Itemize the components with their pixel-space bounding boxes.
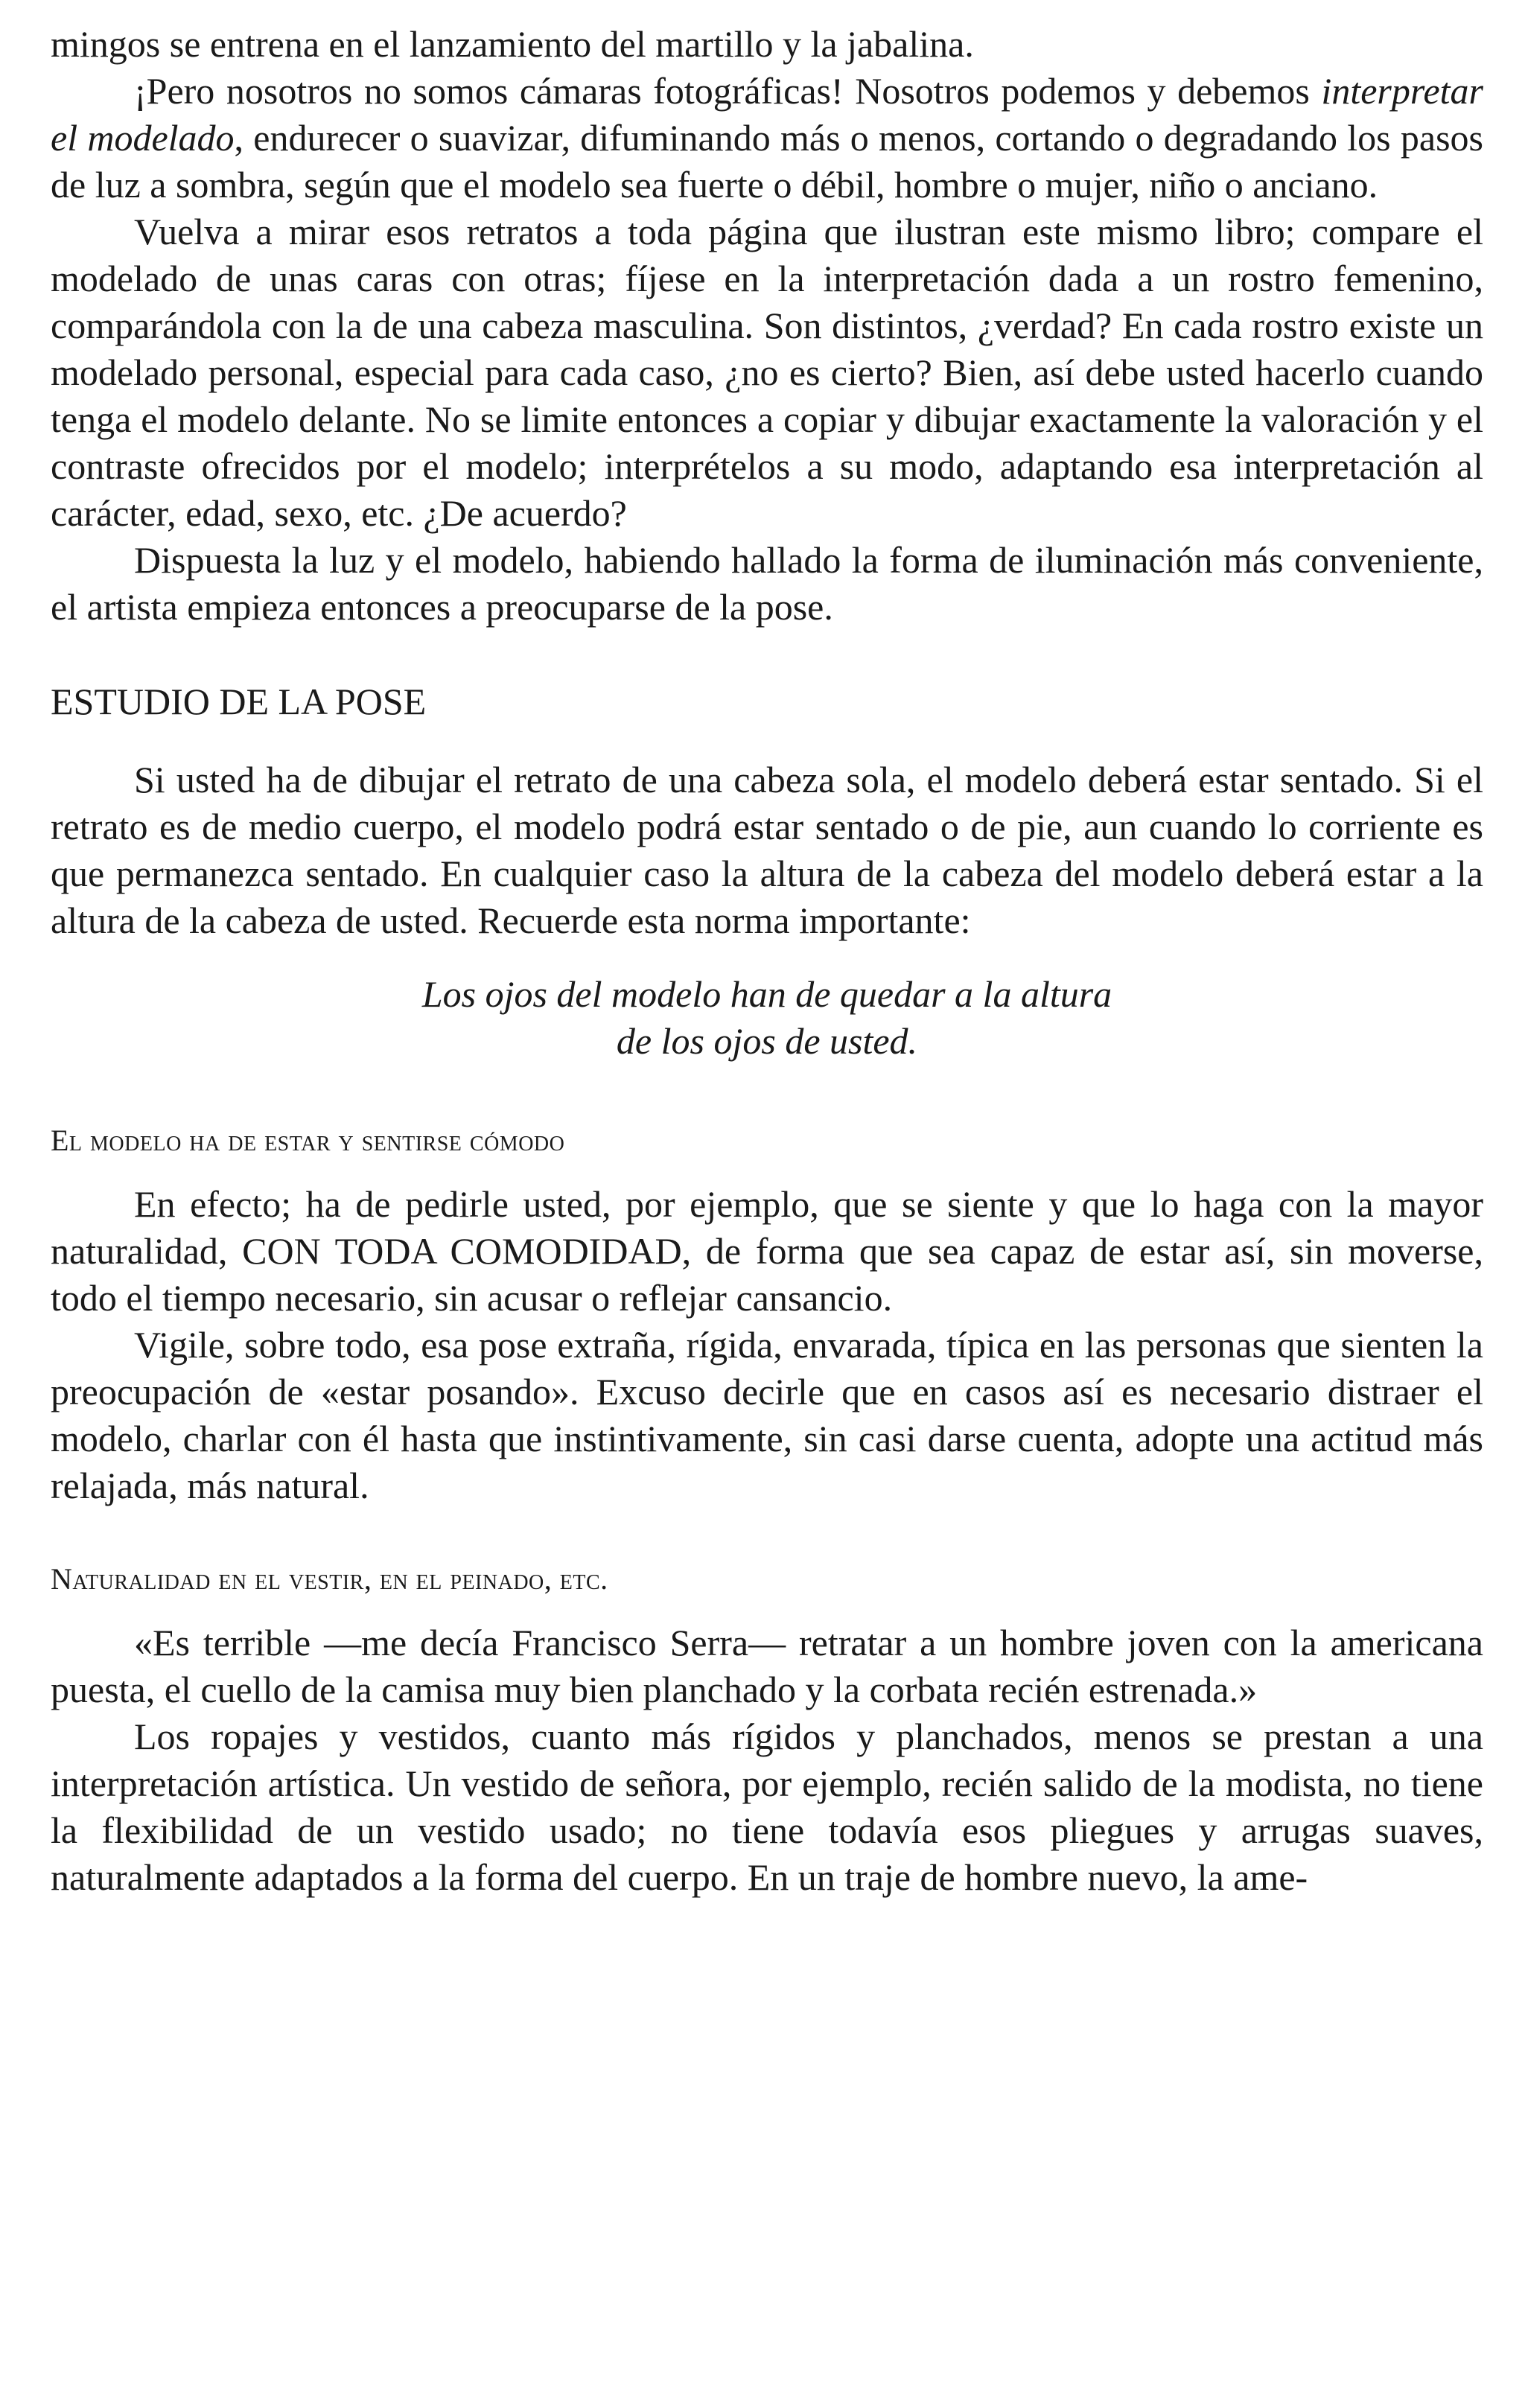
section-heading-pose: ESTUDIO DE LA POSE [51,681,427,722]
subheading-vestir: Naturalidad en el vestir, en el peinado, etc. [51,1562,608,1596]
paragraph-camaras-end: , endurecer o suavizar, difuminando más o menos, cortando o degradando los pasos de luz a sombra, según que el modelo sea fuerte o débil, hombre o mujer, niño o anciano. [51,117,1484,206]
paragraph-vigile: Vigile, sobre todo, esa pose extraña, rígida, envarada, típica en las personas que sienten la preocupación de «estar posando». Excuso decirle que en casos así es necesario distraer el modelo, charlar con él hasta que instintivamente, sin casi darse cuenta, adopte una actitud más relajada, más natural. [51,1324,1483,1506]
rule-line-2: de los ojos de usted. [616,1020,918,1062]
paragraph-continuation: mingos se entrena en el lanzamiento del martillo y la jabalina. [51,23,974,65]
paragraph-retratos: Vuelva a mirar esos retratos a toda página que ilustran este mismo libro; compare el modelado de unas caras con otras; fíjese en la interpretación dada a un rostro femenino, comparándola con la de una cabeza masculina. Son distintos, ¿verdad? En cada rostro existe un modelado personal, especial para cada caso, ¿no es cierto? Bien, así debe usted hacerlo cuando tenga el modelo delante. No se limite entonces a copiar y dibujar exactamente la valoración y el contraste ofrecidos por el modelo; interprételos a su modo, adaptando esa interpretación al carácter, edad, sexo, etc. ¿De acuerdo? [51,211,1483,534]
paragraph-camaras [51,68,1483,208]
highlighted-rule [51,971,1483,1065]
paragraph-ropajes: Los ropajes y vestidos, cuanto más rígidos y planchados, menos se prestan a una interpretación artística. Un vestido de señora, por ejemplo, recién salido de la modista, no tiene la flexibilidad de un vestido usado; no tiene todavía esos pliegues y arrugas suaves, naturalmente adaptados a la forma del cuerpo. En un traje de hombre nuevo, la ame- [51,1716,1483,1898]
subheading-comodo: El modelo ha de estar y sentirse cómodo [51,1124,565,1157]
rule-line-1: Los ojos del modelo han de quedar a la altura [421,973,1112,1015]
paragraph-camaras-start: ¡Pero nosotros no somos cámaras fotográficas! Nosotros podemos y debemos [134,70,1322,112]
paragraph-serra-quote: «Es terrible —me decía Francisco Serra— retratar a un hombre joven con la americana puesta, el cuello de la camisa muy bien planchado y la corbata recién estrenada.» [51,1622,1483,1710]
paragraph-dispuesta: Dispuesta la luz y el modelo, habiendo hallado la forma de iluminación más conveniente, el artista empieza entonces a preocuparse de la pose. [51,539,1483,628]
paragraph-pose: Si usted ha de dibujar el retrato de una cabeza sola, el modelo deberá estar sentado. Si el retrato es de medio cuerpo, el modelo podrá estar sentado o de pie, aun cuando lo corriente es que permanezca sentado. En cualquier caso la altura de la cabeza del modelo deberá estar a la altura de la cabeza de usted. Recuerde esta norma importante: [51,759,1483,941]
book-page [51,21,1483,2396]
paragraph-camaras-italic: interpretar el modelado [51,70,1483,159]
paragraph-efecto: En efecto; ha de pedirle usted, por ejemplo, que se siente y que lo haga con la mayor naturalidad, CON TODA COMODIDAD, de forma que sea capaz de estar así, sin moverse, todo el tiempo necesario, sin acusar o reflejar cansancio. [51,1183,1483,1319]
